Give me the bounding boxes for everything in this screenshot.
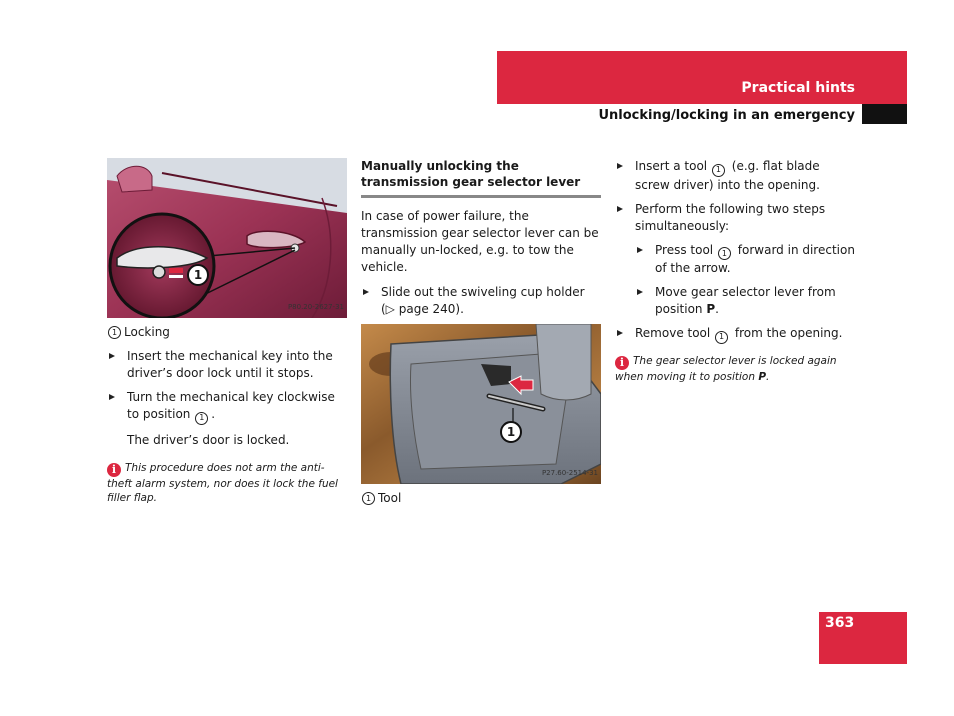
left-column xyxy=(107,158,347,505)
list-item xyxy=(615,242,855,278)
bullet-text: (e.g. flat blade screw driver) into the opening. xyxy=(635,159,820,192)
number-circle: 1 xyxy=(712,164,725,177)
arrow-bullet-icon xyxy=(617,163,623,169)
result-text: The driver’s door is locked. xyxy=(127,432,290,447)
number-circle: 1 xyxy=(715,331,728,344)
image-code: P27.60-2514-31 xyxy=(541,469,598,477)
punctuation: . xyxy=(211,407,216,421)
list-item xyxy=(361,284,601,318)
bullet-text: Turn the mechanical key clockwise to position xyxy=(127,390,335,421)
right-column xyxy=(615,158,855,384)
figure-caption xyxy=(361,490,601,507)
info-icon: i xyxy=(615,356,629,370)
bullet-text: Slide out the swiveling cup holder xyxy=(381,285,585,299)
door-lock-illustration xyxy=(107,158,347,318)
info-text: This procedure does not arm the anti-theft alarm system, nor does it lock the fuel filler flap. xyxy=(107,461,338,504)
caption-text: Locking xyxy=(124,325,170,339)
page-reference: (▷ page 240). xyxy=(381,302,464,316)
arrow-bullet-icon xyxy=(637,247,643,253)
punctuation: . xyxy=(715,302,719,316)
info-note xyxy=(107,461,347,505)
cup-holder-illustration xyxy=(361,324,601,484)
bullet-text: Press tool xyxy=(655,242,714,257)
info-note xyxy=(615,354,855,384)
callout-badge: 1 xyxy=(187,264,209,286)
info-text: The gear selector lever is locked again when moving it to position xyxy=(615,354,837,383)
list-item xyxy=(107,348,347,382)
bullet-text: Perform the following two steps simultaneously: xyxy=(635,201,826,233)
page-subtitle: Unlocking/locking in an emergency xyxy=(598,108,855,123)
arrow-bullet-icon xyxy=(617,330,623,336)
bullet-text: Move gear selector lever from position xyxy=(655,285,836,316)
bullet-text: Insert a tool xyxy=(635,159,708,173)
header-black-tab xyxy=(862,104,907,124)
position-letter: P xyxy=(758,370,767,383)
bullet-text: forward in direction of the arrow. xyxy=(655,242,855,275)
arrow-bullet-icon xyxy=(109,353,115,359)
section-title: Practical hints xyxy=(741,80,855,96)
arrow-bullet-icon xyxy=(637,289,643,295)
arrow-bullet-icon xyxy=(363,289,369,295)
image-code: P80.20-2627-31 xyxy=(287,303,344,311)
middle-column xyxy=(361,158,601,507)
number-circle: 1 xyxy=(362,492,375,505)
list-item xyxy=(615,158,855,194)
number-circle: 1 xyxy=(718,247,731,260)
position-letter: P xyxy=(706,302,716,316)
cup-holder-image xyxy=(361,324,601,484)
arrow-bullet-icon xyxy=(109,394,115,400)
section-heading: Manually unlocking the transmission gear selector lever xyxy=(361,158,601,198)
door-lock-image xyxy=(107,158,347,318)
bullet-text: from the opening. xyxy=(734,326,843,340)
caption-text: Tool xyxy=(378,491,402,505)
figure-caption xyxy=(107,324,347,341)
list-item xyxy=(615,201,855,235)
number-circle: 1 xyxy=(195,412,208,425)
list-item xyxy=(615,284,855,318)
arrow-bullet-icon xyxy=(617,206,623,212)
list-item xyxy=(107,389,347,425)
bullet-text: Remove tool xyxy=(635,326,711,340)
page-number: 363 xyxy=(825,615,855,631)
punctuation: . xyxy=(766,370,770,383)
number-circle: 1 xyxy=(108,326,121,339)
list-item xyxy=(615,325,855,344)
info-icon: i xyxy=(107,463,121,477)
paragraph: In case of power failure, the transmission gear selector lever can be manually un-locked, e.g. to tow the vehicle. xyxy=(361,209,599,274)
bullet-text: Insert the mechanical key into the driver’s door lock until it stops. xyxy=(127,349,333,380)
callout-badge: 1 xyxy=(500,421,522,443)
header-red-band xyxy=(497,51,907,104)
